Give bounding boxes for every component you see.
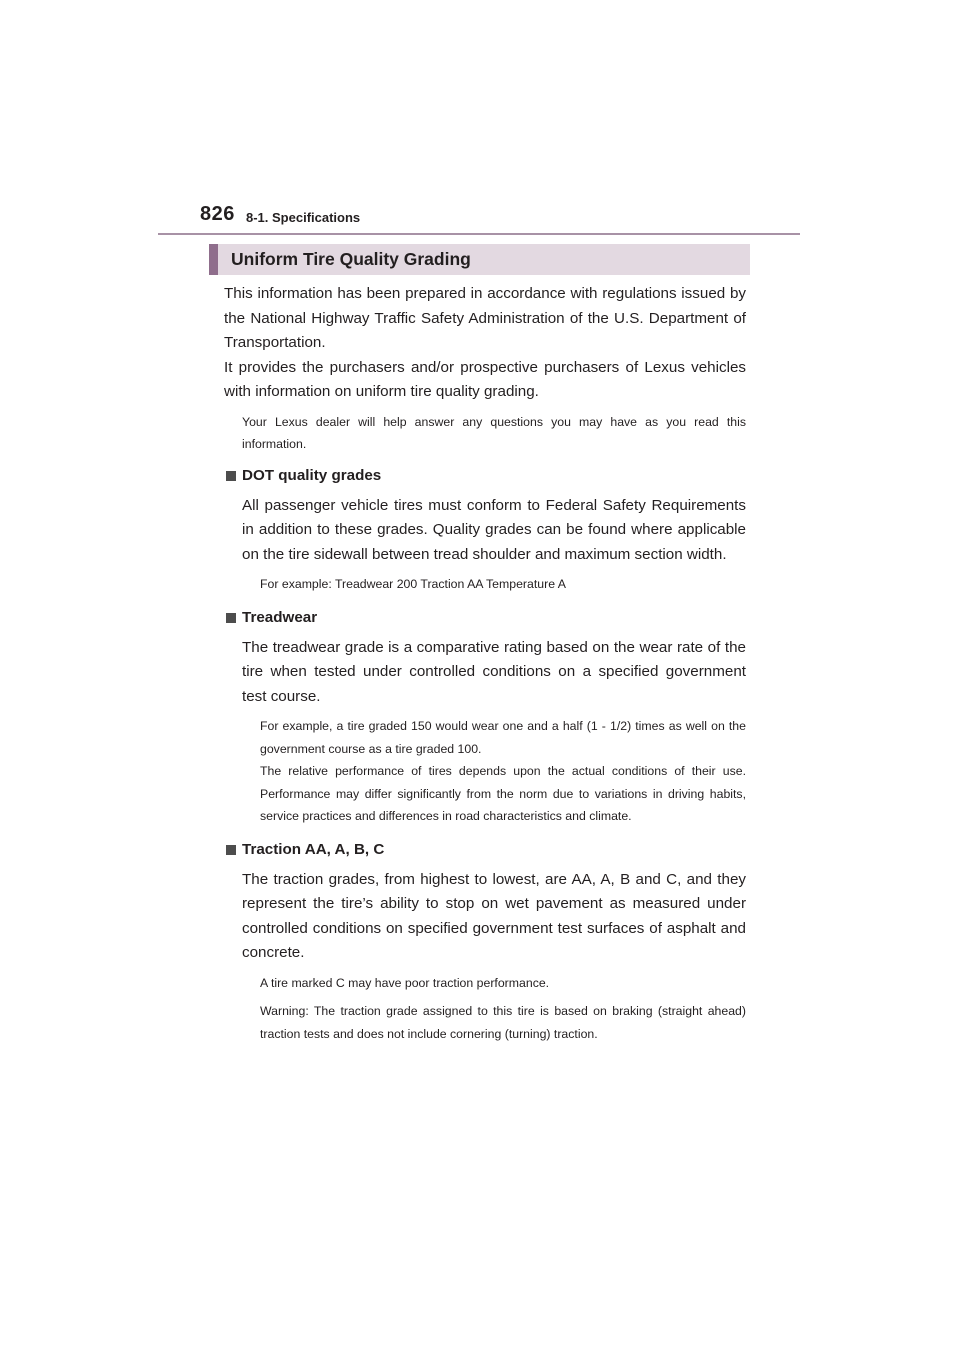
traction-note-1: A tire marked C may have poor traction performance. [260, 975, 550, 990]
dot-heading-label: DOT quality grades [242, 466, 382, 484]
bullet-square-icon [226, 471, 236, 481]
intro-paragraph-2: It provides the purchasers and/or prospective purchasers of Lexus vehicles with information on uniform tire quality grading. [224, 358, 746, 400]
bullet-square-icon [226, 613, 236, 623]
header-divider [158, 233, 800, 235]
dot-note: For example: Treadwear 200 Traction AA Temperature A [260, 577, 566, 591]
intro-paragraph-1: This information has been prepared in accordance with regulations issued by the National Highway Traffic Safety Administration of the U.S. Department of Transportation. [224, 285, 746, 351]
traction-heading [224, 838, 746, 862]
traction-heading-label: Traction AA, A, B, C [242, 840, 385, 858]
treadwear-note-1: For example, a tire graded 150 would wear one and a half (1 - 1/2) times as well on the government course as a tire graded 100. [260, 719, 746, 756]
treadwear-heading-label: Treadwear [242, 608, 318, 626]
section-title-bar [209, 244, 750, 275]
page-number: 826 [200, 203, 235, 225]
section-title: Uniform Tire Quality Grading [231, 249, 471, 269]
treadwear-body: The treadwear grade is a comparative rating based on the wear rate of the tire when tested under controlled conditions on a specified government test course. [242, 638, 746, 705]
treadwear-note-2: The relative performance of tires depends upon the actual conditions of their use. Performance may differ significantly from the norm due to variations in driving habits, service practices and differences in road characteristics and climate. [260, 764, 746, 823]
dot-quality-grades-heading [224, 464, 746, 488]
section-reference: 8-1. Specifications [246, 210, 361, 225]
treadwear-heading [224, 606, 746, 630]
bullet-square-icon [226, 845, 236, 855]
intro-note: Your Lexus dealer will help answer any questions you may have as you read this information. [242, 414, 746, 451]
dot-body: All passenger vehicle tires must conform to Federal Safety Requirements in addition to these grades. Quality grades can be found where applicable on the tire sidewall between tread shoulder and maximum section width. [242, 496, 746, 563]
page-content [224, 282, 746, 1045]
traction-note-2: Warning: The traction grade assigned to this tire is based on braking (straight ahead) traction tests and does not include cornering (turning) traction. [260, 1004, 746, 1041]
traction-body: The traction grades, from highest to lowest, are AA, A, B and C, and they represent the tire’s ability to stop on wet pavement as measured under controlled conditions on specified government test surfaces of asphalt and concrete. [242, 870, 746, 961]
